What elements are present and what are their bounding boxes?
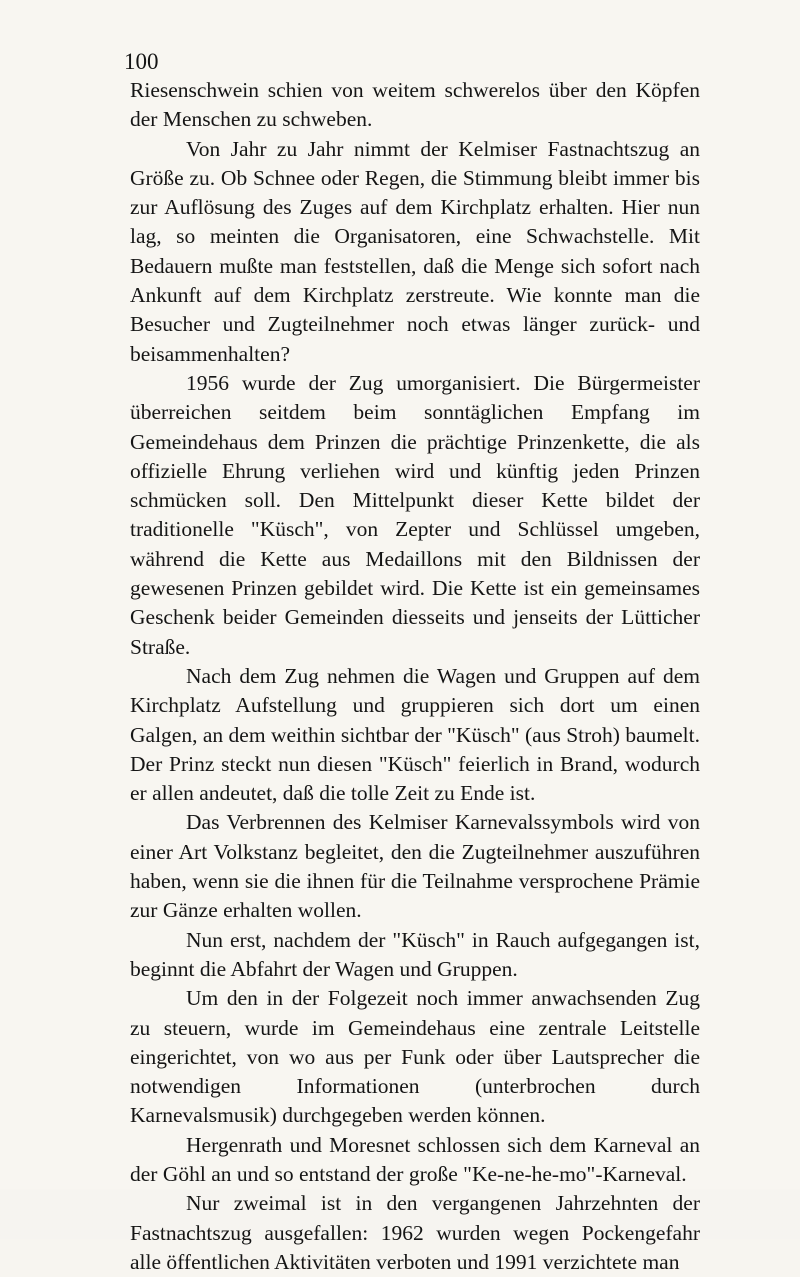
paragraph: Um den in der Folgezeit noch immer anwachsenden Zug zu steuern, wurde im Gemeindehaus eine zentrale Leitstelle eingerichtet, von wo aus per Funk oder über Lautsprecher die notwendigen Informationen (unterbrochen durch Karnevalsmusik) durchgegeben werden können. [130,986,700,1128]
paragraph: Nun erst, nachdem der "Küsch" in Rauch aufgegangen ist, beginnt die Abfahrt der Wagen und Gruppen. [130,927,700,981]
paragraph: Nur zweimal ist in den vergangenen Jahrzehnten der Fastnachtszug ausgefallen: 1962 wurden wegen Pockengefahr alle öffentlichen Aktivitäten verboten und 1991 verzichtete man [130,1191,700,1274]
paragraph-continuation: Riesenschwein schien von weitem schwerelos über den Köpfen der Menschen zu schweben. [130,78,700,132]
paragraph: 1956 wurde der Zug umorganisiert. Die Bürgermeister überreichen seitdem beim sonntäglichen Empfang im Gemeindehaus dem Prinzen die prächtige Prinzenkette, die als offizielle Ehrung verliehen wird und künftig jeden Prinzen schmücken soll. Den Mittelpunkt dieser Kette bildet der traditionelle "Küsch", von Zepter und Schlüssel umgeben, während die Kette aus Medaillons mit den Bildnissen der gewesenen Prinzen gebildet wird. Die Kette ist ein gemeinsames Geschenk beider Gemeinden diesseits und jenseits der Lütticher Straße. [130,370,700,659]
body-text [130,76,700,1277]
paragraph: Nach dem Zug nehmen die Wagen und Gruppen auf dem Kirchplatz Aufstellung und gruppieren sich dort um einen Galgen, an dem weithin sichtbar der "Küsch" (aus Stroh) baumelt. Der Prinz steckt nun diesen "Küsch" feierlich in Brand, wodurch er allen andeutet, daß die tolle Zeit zu Ende ist. [130,663,700,806]
page-number: 100 [124,49,159,74]
paragraph: Von Jahr zu Jahr nimmt der Kelmiser Fastnachtszug an Größe zu. Ob Schnee oder Regen, die Stimmung bleibt immer bis zur Auflösung des Zuges auf dem Kirchplatz erhalten. Hier nun lag, so meinten die Organisatoren, eine Schwachstelle. Mit Bedauern mußte man feststellen, daß die Menge sich sofort nach Ankunft auf dem Kirchplatz zerstreute. Wie konnte man die Besucher und Zugteilnehmer noch etwas länger zurück- und beisammenhalten? [130,136,700,366]
paragraph: Hergenrath und Moresnet schlossen sich dem Karneval an der Göhl an und so entstand der große "Ke-ne-he-mo"-Karneval. [130,1132,700,1186]
paragraph: Das Verbrennen des Kelmiser Karnevalssymbols wird von einer Art Volkstanz begleitet, den die Zugteilnehmer auszuführen haben, wenn sie die ihnen für die Teilnahme versprochene Prämie zur Gänze erhalten wollen. [130,810,700,923]
